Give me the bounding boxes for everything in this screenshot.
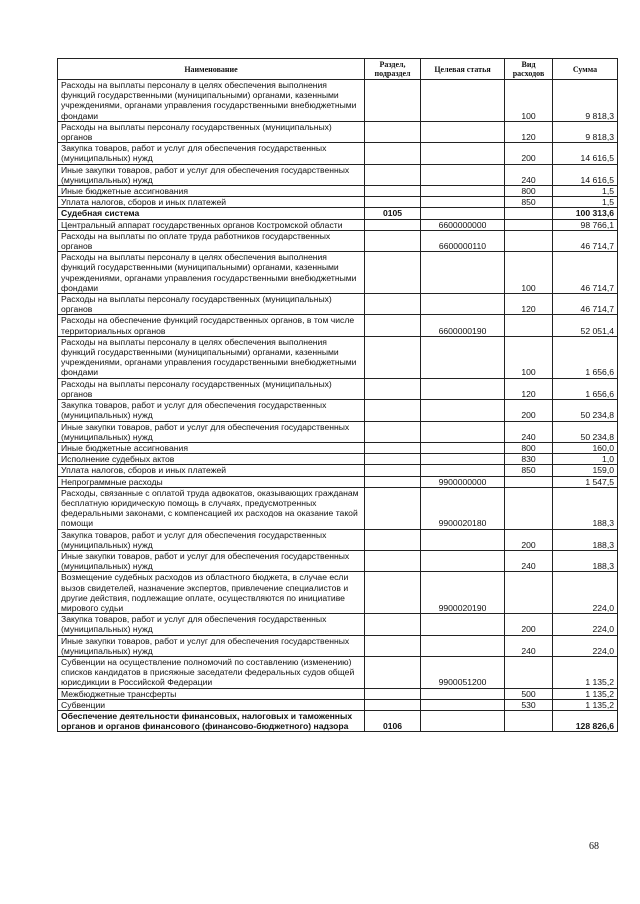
cell-sum: 188,3 [553, 487, 618, 529]
cell-type: 240 [505, 635, 553, 656]
header-article: Целевая статья [421, 59, 505, 80]
cell-type: 240 [505, 421, 553, 442]
cell-section [365, 465, 421, 476]
cell-name: Расходы, связанные с оплатой труда адвокатов, оказывающих гражданам бесплатную юридическую помощь в случаях, предусмотренных федеральными законами, с компенсацией их расходов на оказание такой помощи [58, 487, 365, 529]
cell-article [421, 378, 505, 399]
table-row [58, 400, 618, 421]
cell-type: 200 [505, 614, 553, 635]
cell-type: 850 [505, 465, 553, 476]
cell-sum: 159,0 [553, 465, 618, 476]
cell-type [505, 572, 553, 614]
cell-article [421, 186, 505, 197]
cell-section: 0105 [365, 208, 421, 219]
table-row [58, 164, 618, 185]
cell-article [421, 80, 505, 122]
cell-section [365, 219, 421, 230]
cell-name: Субвенции [58, 699, 365, 710]
cell-article [421, 121, 505, 142]
table-row [58, 219, 618, 230]
cell-sum: 9 818,3 [553, 80, 618, 122]
cell-article: 9900020190 [421, 572, 505, 614]
budget-sheet [57, 58, 617, 732]
table-row [58, 80, 618, 122]
cell-section [365, 80, 421, 122]
cell-article: 6600000000 [421, 219, 505, 230]
cell-section [365, 421, 421, 442]
cell-article [421, 550, 505, 571]
cell-name: Исполнение судебных актов [58, 454, 365, 465]
cell-section [365, 614, 421, 635]
cell-type: 830 [505, 454, 553, 465]
cell-type: 240 [505, 550, 553, 571]
cell-type: 120 [505, 121, 553, 142]
cell-name: Иные закупки товаров, работ и услуг для обеспечения государственных (муниципальных) нужд [58, 635, 365, 656]
cell-article: 9900051200 [421, 656, 505, 688]
cell-name: Субвенции на осуществление полномочий по составлению (изменению) списков кандидатов в присяжные заседатели федеральных судов общей юрисдикции в Российской Федерации [58, 656, 365, 688]
table-row [58, 315, 618, 336]
header-name: Наименование [58, 59, 365, 80]
cell-section [365, 635, 421, 656]
cell-name: Уплата налогов, сборов и иных платежей [58, 465, 365, 476]
header-type: Вид расходов [505, 59, 553, 80]
cell-article [421, 294, 505, 315]
cell-type: 800 [505, 442, 553, 453]
cell-name: Расходы на выплаты персоналу в целях обеспечения выполнения функций государственными (муниципальными) органами, казенными учреждениями, органами управления государственными внебюджетными фондами [58, 80, 365, 122]
table-row [58, 143, 618, 164]
cell-section [365, 699, 421, 710]
cell-type: 200 [505, 529, 553, 550]
table-row [58, 197, 618, 208]
cell-sum: 160,0 [553, 442, 618, 453]
cell-sum: 1 656,6 [553, 378, 618, 399]
cell-sum: 46 714,7 [553, 294, 618, 315]
cell-name: Закупка товаров, работ и услуг для обеспечения государственных (муниципальных) нужд [58, 614, 365, 635]
cell-article [421, 454, 505, 465]
cell-article: 9900020180 [421, 487, 505, 529]
cell-type [505, 230, 553, 251]
table-row [58, 465, 618, 476]
cell-type: 100 [505, 252, 553, 294]
cell-sum: 1 135,2 [553, 688, 618, 699]
cell-section [365, 164, 421, 185]
cell-type: 120 [505, 378, 553, 399]
cell-sum: 188,3 [553, 550, 618, 571]
cell-type [505, 656, 553, 688]
cell-name: Расходы на выплаты персоналу в целях обеспечения выполнения функций государственными (муниципальными) органами, казенными учреждениями, органами управления государственными внебюджетными фондами [58, 252, 365, 294]
cell-name: Расходы на выплаты персоналу в целях обеспечения выполнения функций государственными (муниципальными) органами, казенными учреждениями, органами управления государственными внебюджетными фондами [58, 336, 365, 378]
cell-section [365, 476, 421, 487]
cell-type: 100 [505, 80, 553, 122]
page-number: 68 [589, 841, 599, 852]
cell-article [421, 252, 505, 294]
cell-name: Расходы на выплаты персоналу государственных (муниципальных) органов [58, 294, 365, 315]
cell-section [365, 143, 421, 164]
cell-name: Иные закупки товаров, работ и услуг для обеспечения государственных (муниципальных) нужд [58, 550, 365, 571]
cell-sum: 224,0 [553, 635, 618, 656]
cell-section [365, 442, 421, 453]
cell-sum: 1,5 [553, 197, 618, 208]
cell-article [421, 699, 505, 710]
table-row [58, 294, 618, 315]
cell-name: Закупка товаров, работ и услуг для обеспечения государственных (муниципальных) нужд [58, 529, 365, 550]
cell-sum: 1 547,5 [553, 476, 618, 487]
cell-sum: 52 051,4 [553, 315, 618, 336]
table-row [58, 252, 618, 294]
table-row [58, 635, 618, 656]
cell-article [421, 635, 505, 656]
table-row [58, 699, 618, 710]
cell-section [365, 550, 421, 571]
cell-name: Непрограммные расходы [58, 476, 365, 487]
cell-type: 100 [505, 336, 553, 378]
cell-type [505, 476, 553, 487]
table-row [58, 442, 618, 453]
cell-type [505, 208, 553, 219]
cell-type [505, 219, 553, 230]
cell-name: Иные закупки товаров, работ и услуг для обеспечения государственных (муниципальных) нужд [58, 421, 365, 442]
cell-article [421, 465, 505, 476]
cell-sum: 50 234,8 [553, 421, 618, 442]
cell-section [365, 378, 421, 399]
table-row [58, 710, 618, 731]
table-row [58, 208, 618, 219]
budget-table [57, 58, 618, 732]
cell-sum: 14 616,5 [553, 164, 618, 185]
cell-section [365, 230, 421, 251]
cell-section [365, 294, 421, 315]
cell-section [365, 688, 421, 699]
cell-type: 200 [505, 400, 553, 421]
cell-type: 530 [505, 699, 553, 710]
cell-article [421, 442, 505, 453]
cell-name: Судебная система [58, 208, 365, 219]
cell-type: 120 [505, 294, 553, 315]
table-row [58, 421, 618, 442]
table-body [58, 80, 618, 732]
cell-article [421, 336, 505, 378]
cell-sum: 128 826,6 [553, 710, 618, 731]
cell-name: Иные бюджетные ассигнования [58, 186, 365, 197]
cell-sum: 1,0 [553, 454, 618, 465]
cell-sum: 224,0 [553, 614, 618, 635]
cell-type: 800 [505, 186, 553, 197]
cell-article [421, 529, 505, 550]
cell-sum: 1 135,2 [553, 699, 618, 710]
table-row [58, 572, 618, 614]
cell-type [505, 315, 553, 336]
cell-article [421, 143, 505, 164]
cell-name: Межбюджетные трансферты [58, 688, 365, 699]
cell-article [421, 710, 505, 731]
cell-article [421, 614, 505, 635]
cell-article: 9900000000 [421, 476, 505, 487]
cell-section [365, 186, 421, 197]
cell-section [365, 197, 421, 208]
cell-section [365, 252, 421, 294]
cell-name: Уплата налогов, сборов и иных платежей [58, 197, 365, 208]
cell-name: Иные закупки товаров, работ и услуг для обеспечения государственных (муниципальных) нужд [58, 164, 365, 185]
table-row [58, 186, 618, 197]
cell-article [421, 164, 505, 185]
cell-type: 240 [505, 164, 553, 185]
cell-section [365, 656, 421, 688]
table-row [58, 378, 618, 399]
table-header-row [58, 59, 618, 80]
cell-sum: 1,5 [553, 186, 618, 197]
cell-section [365, 454, 421, 465]
cell-article [421, 208, 505, 219]
cell-section [365, 336, 421, 378]
cell-name: Закупка товаров, работ и услуг для обеспечения государственных (муниципальных) нужд [58, 400, 365, 421]
table-row [58, 656, 618, 688]
header-section: Раздел, подраздел [365, 59, 421, 80]
cell-name: Возмещение судебных расходов из областного бюджета, в случае если вызов свидетелей, назначение экспертов, привлечение специалистов и другие действия, подлежащие оплате, осуществляются по инициативе мирового судьи [58, 572, 365, 614]
table-row [58, 230, 618, 251]
table-row [58, 529, 618, 550]
table-row [58, 336, 618, 378]
header-sum: Сумма [553, 59, 618, 80]
cell-article [421, 197, 505, 208]
cell-sum: 9 818,3 [553, 121, 618, 142]
table-row [58, 121, 618, 142]
cell-type [505, 487, 553, 529]
cell-article: 6600000110 [421, 230, 505, 251]
cell-sum: 46 714,7 [553, 252, 618, 294]
cell-article: 6600000190 [421, 315, 505, 336]
cell-sum: 98 766,1 [553, 219, 618, 230]
cell-sum: 50 234,8 [553, 400, 618, 421]
cell-sum: 46 714,7 [553, 230, 618, 251]
cell-article [421, 421, 505, 442]
table-row [58, 614, 618, 635]
cell-sum: 188,3 [553, 529, 618, 550]
table-row [58, 454, 618, 465]
cell-type: 200 [505, 143, 553, 164]
table-row [58, 688, 618, 699]
cell-name: Расходы на выплаты персоналу государственных (муниципальных) органов [58, 121, 365, 142]
table-row [58, 487, 618, 529]
cell-sum: 224,0 [553, 572, 618, 614]
cell-sum: 14 616,5 [553, 143, 618, 164]
cell-name: Расходы на обеспечение функций государственных органов, в том числе территориальных органов [58, 315, 365, 336]
cell-name: Расходы на выплаты по оплате труда работников государственных органов [58, 230, 365, 251]
cell-name: Иные бюджетные ассигнования [58, 442, 365, 453]
cell-section: 0106 [365, 710, 421, 731]
cell-article [421, 400, 505, 421]
cell-type [505, 710, 553, 731]
cell-article [421, 688, 505, 699]
cell-section [365, 315, 421, 336]
cell-section [365, 572, 421, 614]
cell-section [365, 487, 421, 529]
cell-name: Расходы на выплаты персоналу государственных (муниципальных) органов [58, 378, 365, 399]
cell-name: Закупка товаров, работ и услуг для обеспечения государственных (муниципальных) нужд [58, 143, 365, 164]
table-row [58, 550, 618, 571]
cell-section [365, 529, 421, 550]
cell-name: Обеспечение деятельности финансовых, налоговых и таможенных органов и органов финансового (финансово-бюджетного) надзора [58, 710, 365, 731]
cell-sum: 1 135,2 [553, 656, 618, 688]
cell-sum: 100 313,6 [553, 208, 618, 219]
table-row [58, 476, 618, 487]
cell-type: 850 [505, 197, 553, 208]
cell-section [365, 400, 421, 421]
cell-name: Центральный аппарат государственных органов Костромской области [58, 219, 365, 230]
cell-sum: 1 656,6 [553, 336, 618, 378]
cell-type: 500 [505, 688, 553, 699]
cell-section [365, 121, 421, 142]
